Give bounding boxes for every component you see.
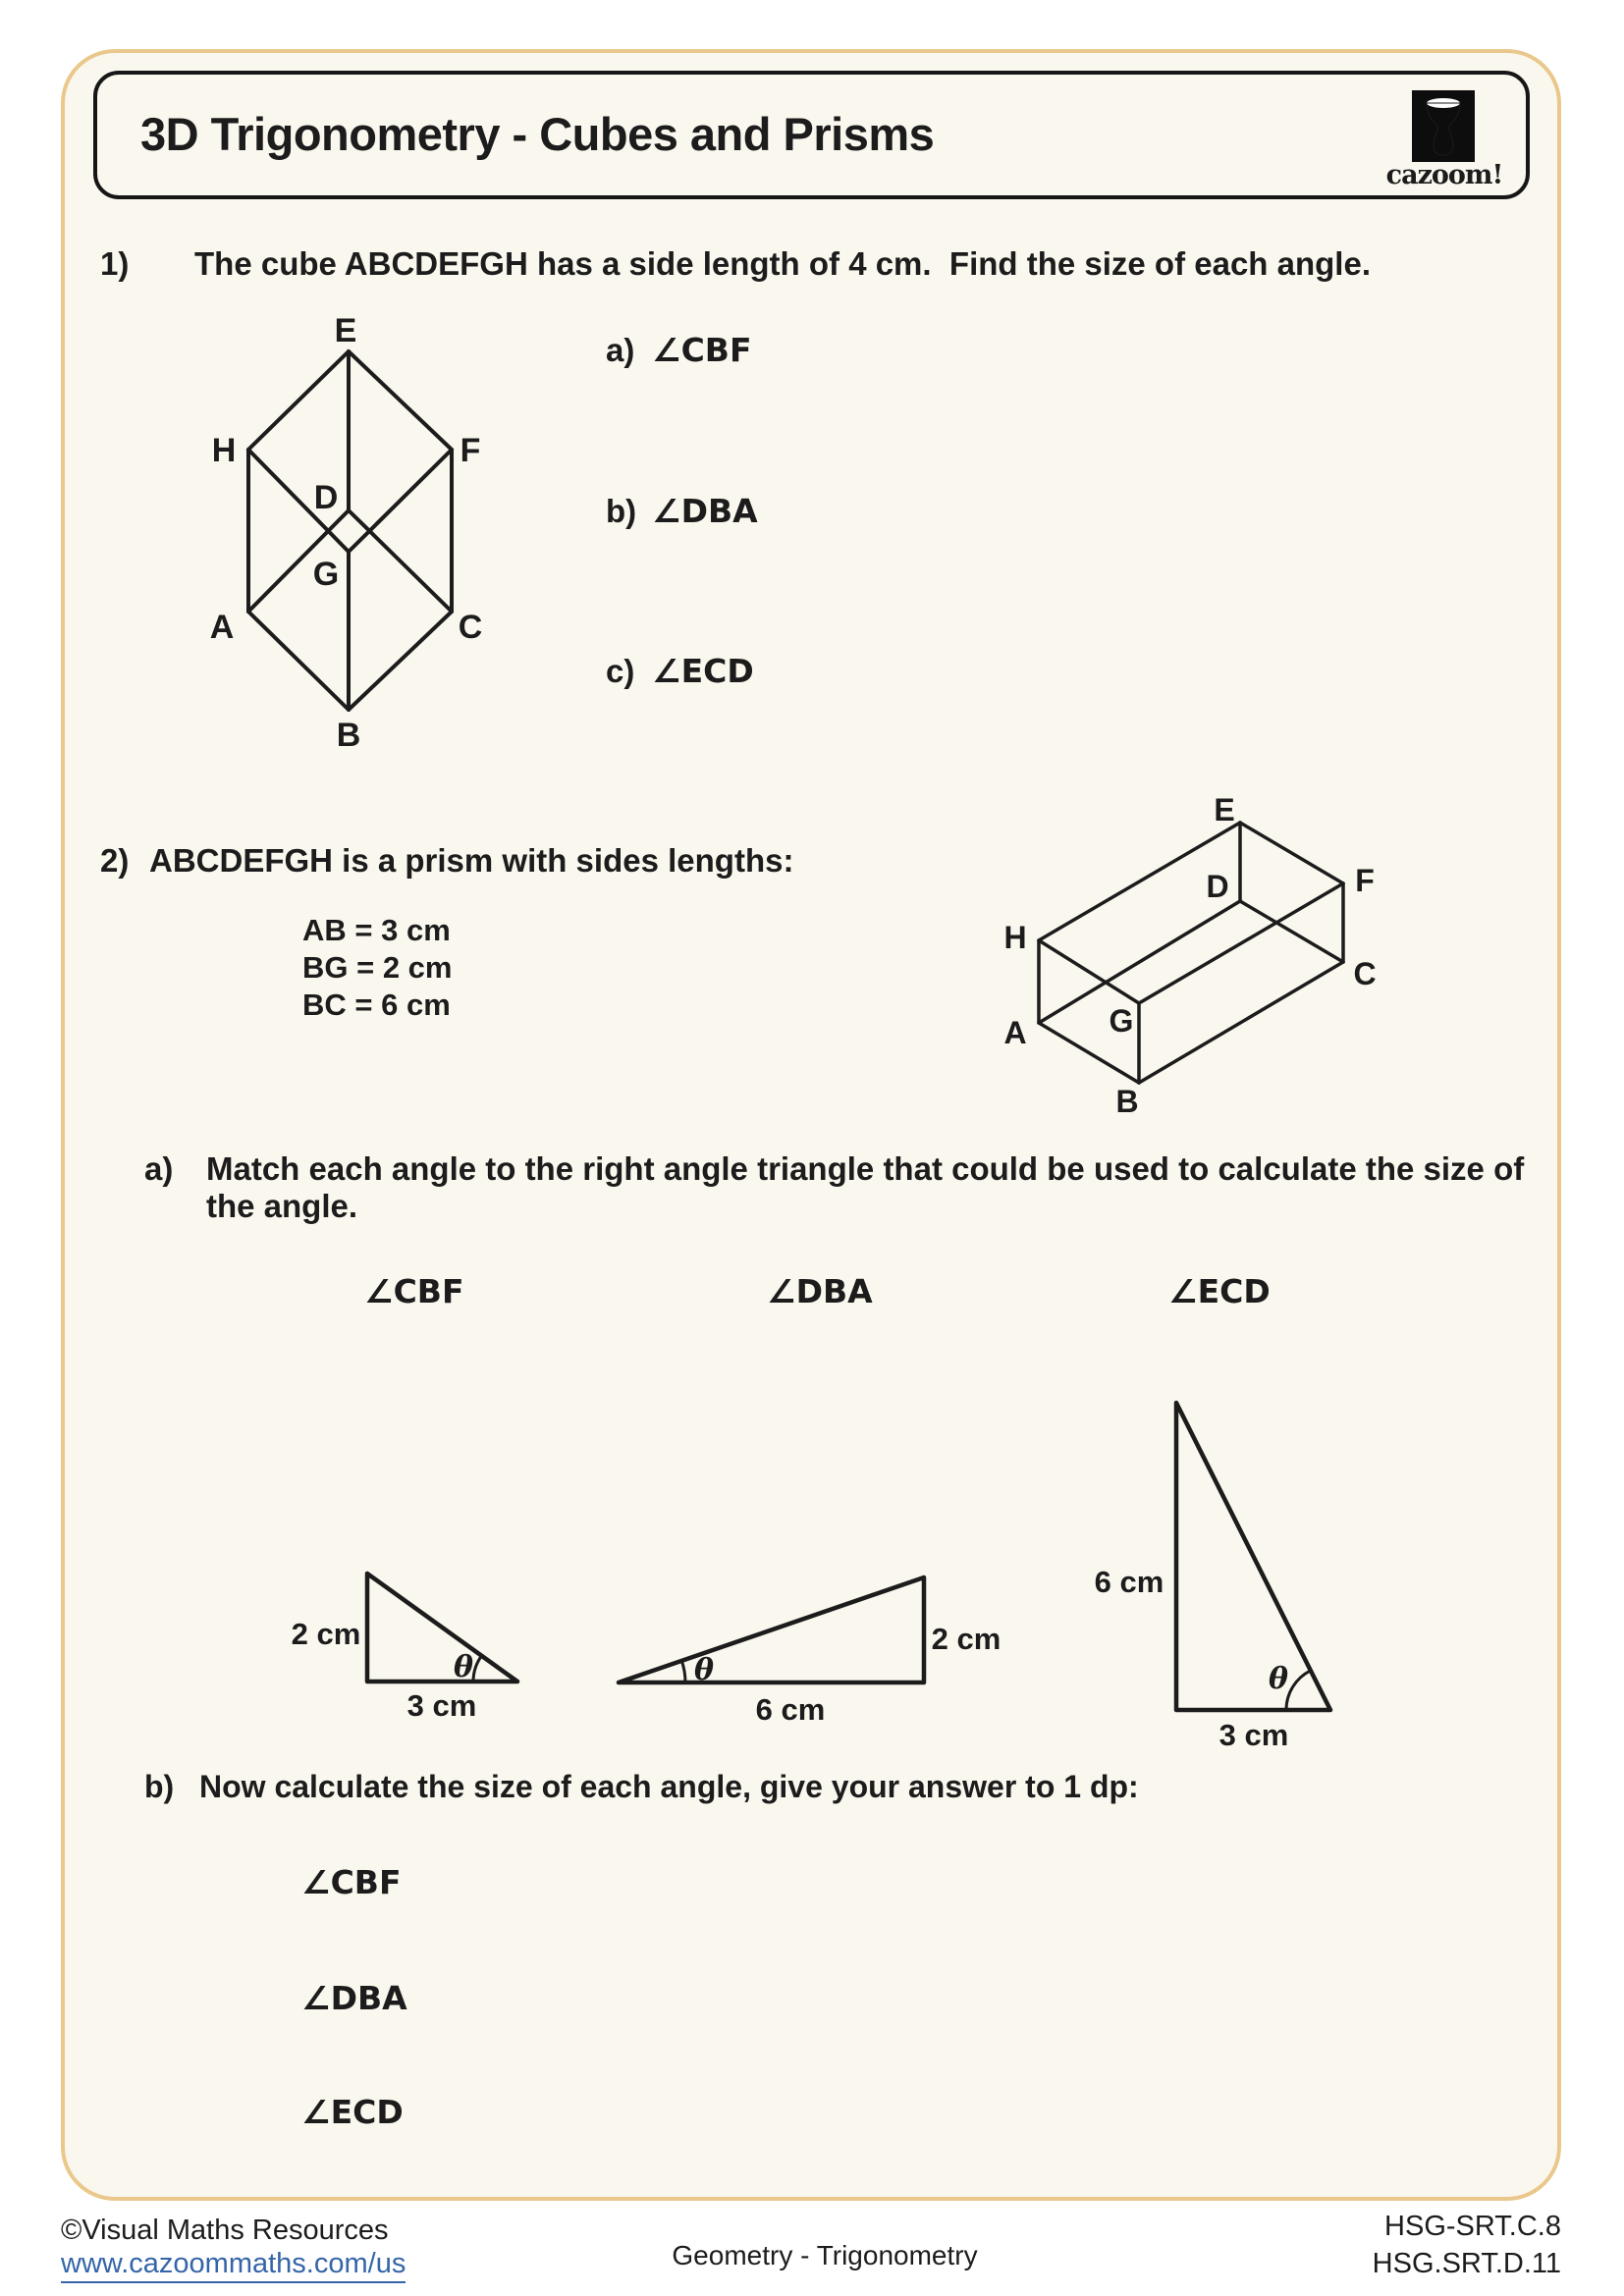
cube-vertex-label-A: A bbox=[209, 609, 235, 646]
q2-part-b-label: b) bbox=[144, 1769, 175, 1804]
triangle-1-left-label: 2 cm bbox=[291, 1617, 361, 1651]
cube-vertex-label-E: E bbox=[334, 314, 357, 349]
prism-vertex-label-B: B bbox=[1115, 1084, 1139, 1119]
q1-part-c-label: c) bbox=[606, 653, 635, 689]
q1-number: 1) bbox=[100, 245, 130, 282]
match-angle-dba: ∠DBA bbox=[767, 1272, 873, 1310]
prism-vertex-label-E: E bbox=[1214, 792, 1235, 828]
cube-edges bbox=[248, 351, 452, 710]
q1-prompt: The cube ABCDEFGH has a side length of 4 cm. Find the size of each angle. bbox=[194, 245, 1371, 282]
q2-side-bg: BG = 2 cm bbox=[302, 950, 453, 985]
q1-part-c-angle: ∠ECD bbox=[652, 652, 754, 690]
triangle-1-sides bbox=[367, 1574, 517, 1682]
triangle-2-right-label: 2 cm bbox=[931, 1622, 1001, 1656]
match-angle-cbf: ∠CBF bbox=[364, 1272, 464, 1310]
triangle-3-base-label: 3 cm bbox=[1218, 1718, 1289, 1752]
page-title: 3D Trigonometry - Cubes and Prisms bbox=[140, 108, 935, 160]
cube-vertex-label-H: H bbox=[211, 432, 237, 469]
cazoom-logo bbox=[1412, 90, 1475, 162]
triangle-6cm-2cm bbox=[579, 1551, 1011, 1742]
q1-part-b-label: b) bbox=[606, 493, 637, 529]
q2-part-b-prompt: Now calculate the size of each angle, give your answer to 1 dp: bbox=[199, 1769, 1139, 1804]
prism-vertex-label-F: F bbox=[1355, 863, 1375, 898]
triangle-2-theta: θ bbox=[693, 1653, 715, 1687]
prism-diagram bbox=[992, 785, 1394, 1119]
q1-part-a-label: a) bbox=[606, 332, 635, 368]
answer-angle-dba: ∠DBA bbox=[301, 1979, 407, 2017]
triangle-1-base-label: 3 cm bbox=[406, 1688, 477, 1723]
djembe-drum-icon bbox=[1412, 90, 1475, 162]
answer-angle-ecd: ∠ECD bbox=[301, 2093, 404, 2131]
cube-vertex-label-C: C bbox=[458, 609, 483, 646]
triangle-1-angle-arc bbox=[473, 1656, 482, 1682]
cube-vertex-label-G: G bbox=[312, 556, 340, 593]
triangle-2-base-label: 6 cm bbox=[755, 1692, 826, 1727]
match-angle-ecd: ∠ECD bbox=[1168, 1272, 1271, 1310]
footer-url-link[interactable]: www.cazoommaths.com/us bbox=[61, 2248, 406, 2283]
footer-standard-2: HSG.SRT.D.11 bbox=[1372, 2248, 1561, 2279]
triangle-2-angle-arc bbox=[681, 1661, 685, 1682]
q2-side-bc: BC = 6 cm bbox=[302, 988, 451, 1022]
q2-part-a-line2: the angle. bbox=[206, 1188, 358, 1224]
cube-diagram bbox=[177, 314, 511, 756]
triangle-2-sides bbox=[619, 1577, 924, 1682]
footer-subject: Geometry - Trigonometry bbox=[672, 2240, 978, 2270]
triangle-2cm-3cm bbox=[275, 1551, 550, 1733]
triangle-3-sides bbox=[1176, 1403, 1330, 1710]
triangle-6cm-3cm bbox=[1070, 1374, 1394, 1757]
cazoom-wordmark: cazoom! bbox=[1385, 160, 1503, 190]
cube-vertex-label-F: F bbox=[460, 432, 481, 469]
answer-angle-cbf: ∠CBF bbox=[301, 1863, 402, 1901]
q2-part-a-line1: Match each angle to the right angle triangle that could be used to calculate the size of bbox=[206, 1150, 1525, 1187]
footer-standard-1: HSG-SRT.C.8 bbox=[1384, 2211, 1561, 2242]
prism-vertex-label-C: C bbox=[1353, 956, 1377, 991]
q2-part-a-label: a) bbox=[144, 1150, 174, 1187]
prism-vertex-label-G: G bbox=[1109, 1003, 1134, 1039]
q2-side-ab: AB = 3 cm bbox=[302, 913, 451, 947]
prism-vertex-label-H: H bbox=[1003, 920, 1027, 955]
triangle-3-theta: θ bbox=[1268, 1662, 1289, 1696]
q2-prompt: ABCDEFGH is a prism with sides lengths: bbox=[149, 842, 794, 879]
prism-vertex-label-D: D bbox=[1206, 869, 1229, 904]
prism-vertex-label-A: A bbox=[1003, 1015, 1027, 1050]
prism-edges bbox=[1039, 823, 1343, 1083]
triangle-3-left-label: 6 cm bbox=[1094, 1565, 1164, 1599]
q1-part-a-angle: ∠CBF bbox=[652, 331, 752, 369]
cube-vertex-labels bbox=[210, 314, 483, 754]
q2-number: 2) bbox=[100, 842, 130, 879]
cube-vertex-label-D: D bbox=[313, 479, 339, 516]
prism-vertex-labels bbox=[1003, 792, 1376, 1119]
q1-part-b-angle: ∠DBA bbox=[652, 492, 758, 530]
footer-copyright: ©Visual Maths Resources bbox=[61, 2215, 389, 2246]
triangle-3-angle-arc bbox=[1286, 1671, 1311, 1710]
cube-vertex-label-B: B bbox=[336, 717, 361, 754]
triangle-1-theta: θ bbox=[453, 1650, 474, 1684]
